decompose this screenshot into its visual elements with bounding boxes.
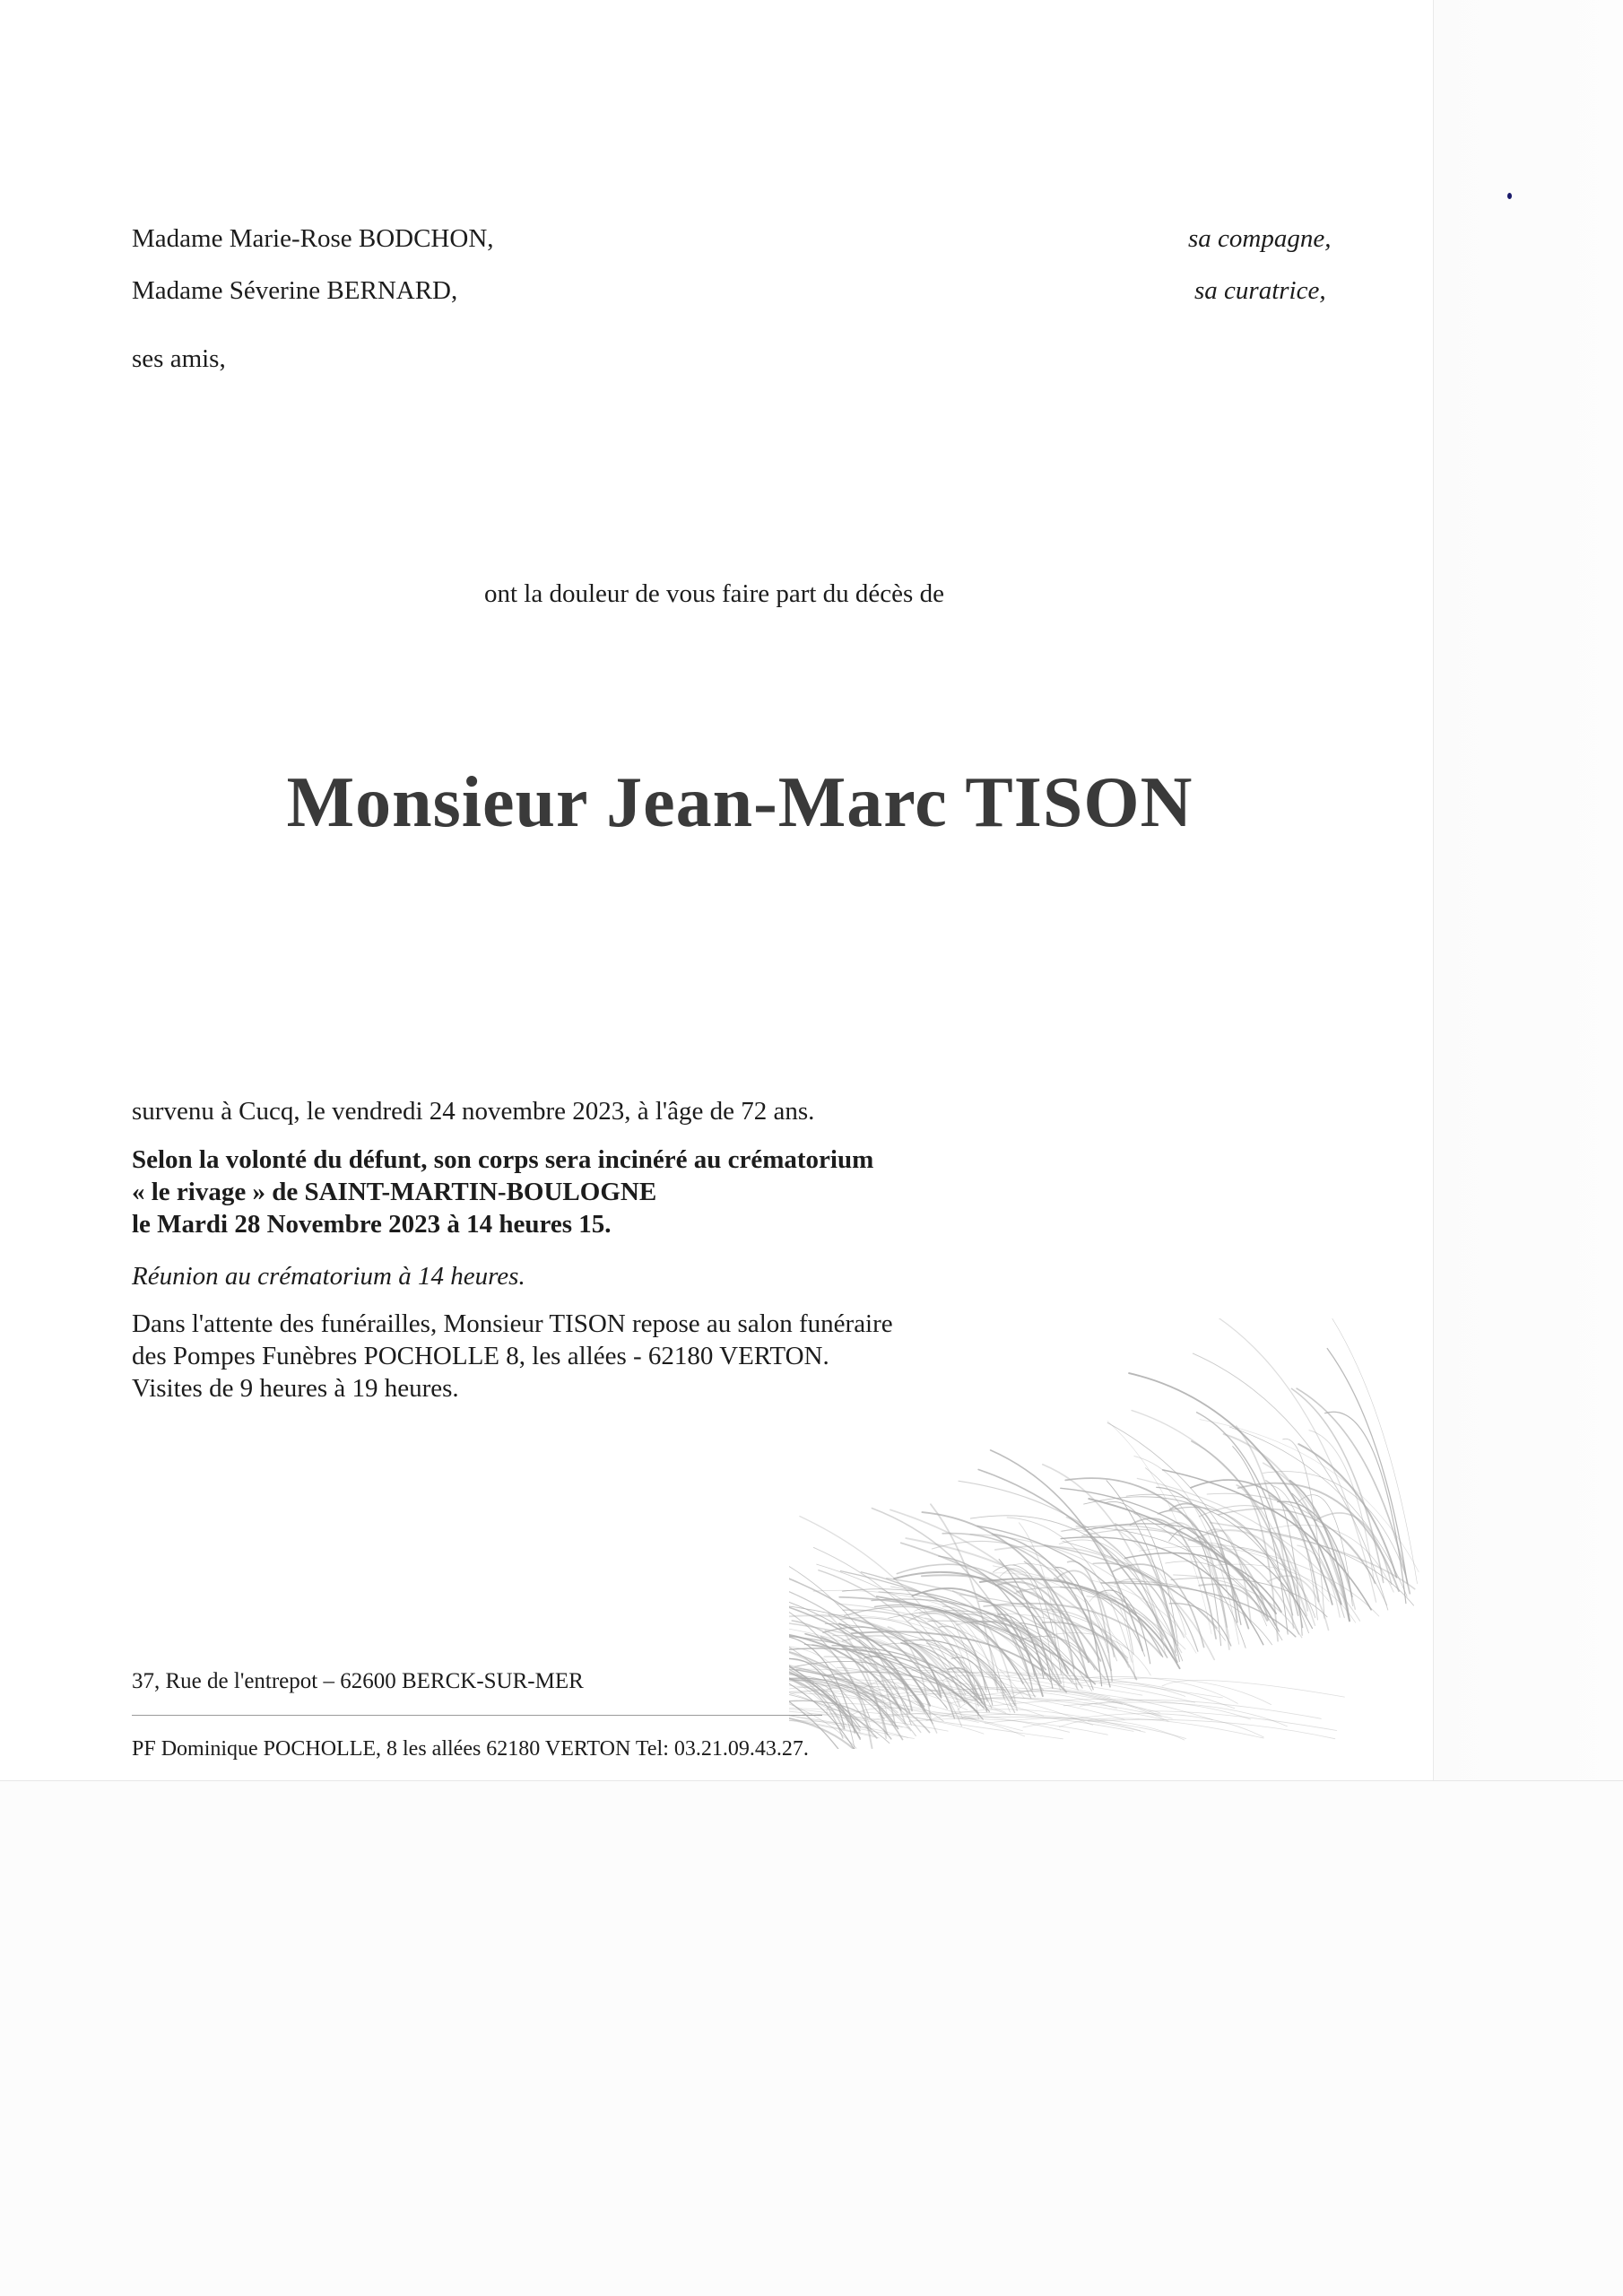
footer-divider [132, 1715, 822, 1716]
cremation-details [132, 1144, 873, 1240]
resting-line-1: Dans l'attente des funérailles, Monsieur TISON repose au salon funéraire [132, 1309, 893, 1338]
meeting-note: Réunion au crématorium à 14 heures. [132, 1262, 525, 1291]
recipient-name-2: Madame Séverine BERNARD, [132, 276, 458, 305]
cremation-line-1: Selon la volonté du défunt, son corps sera incinéré au crématorium [132, 1145, 874, 1174]
recipient-name-1: Madame Marie-Rose BODCHON, [132, 224, 494, 253]
funeral-home-line: PF Dominique POCHOLLE, 8 les allées 62180 VERTON Tel: 03.21.09.43.27. [132, 1737, 809, 1761]
grass-illustration [789, 1318, 1435, 1749]
death-details: survenu à Cucq, le vendredi 24 novembre 2023, à l'âge de 72 ans. [132, 1097, 815, 1126]
address-line: 37, Rue de l'entrepot – 62600 BERCK-SUR-MER [132, 1669, 584, 1693]
scan-speck [1507, 193, 1512, 199]
scanner-margin-bottom [0, 1780, 1623, 2296]
resting-details [132, 1308, 893, 1405]
resting-line-3: Visites de 9 heures à 19 heures. [132, 1374, 459, 1403]
recipient-role-1: sa compagne, [1188, 224, 1332, 253]
cremation-line-2: « le rivage » de SAINT-MARTIN-BOULOGNE [132, 1178, 657, 1206]
friends-line: ses amis, [132, 344, 226, 373]
recipient-role-2: sa curatrice, [1194, 276, 1326, 305]
cremation-line-3: le Mardi 28 Novembre 2023 à 14 heures 15. [132, 1210, 612, 1239]
announcement-line: ont la douleur de vous faire part du décès de [484, 579, 944, 608]
scanner-margin-right [1433, 0, 1623, 1780]
deceased-name-heading: Monsieur Jean-Marc TISON [286, 763, 1193, 842]
resting-line-2: des Pompes Funèbres POCHOLLE 8, les allées - 62180 VERTON. [132, 1342, 829, 1370]
